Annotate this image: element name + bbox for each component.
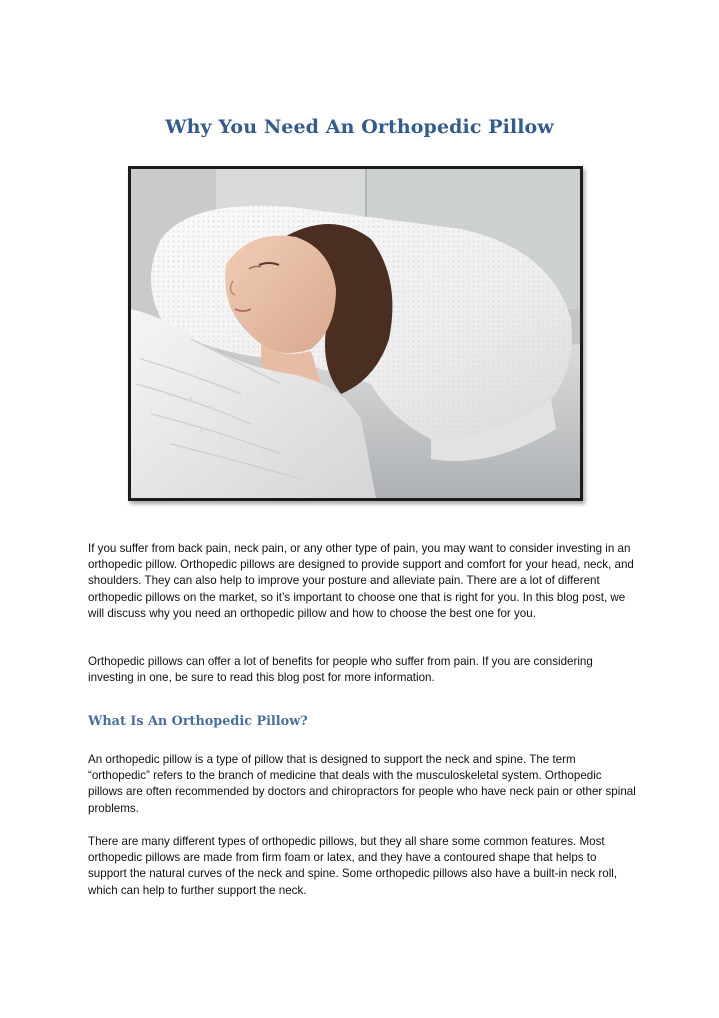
woman-sleeping-on-pillow-illustration [131,169,580,498]
section-paragraph-2: There are many different types of orthopedic pillows, but they all share some common features. Most orthopedic pillows are made from firm foam or latex, and they have a contoured shape that helps to support the natural curves of the neck and spine. Some orthopedic pillows also have a built-in neck roll, which can help to further support the neck. [88,835,618,897]
article-photo [128,166,583,501]
intro-paragraph-1: If you suffer from back pain, neck pain, or any other type of pain, you may want to consider investing in an orthopedic pillow. Orthopedic pillows are designed to provide support and comfort for your head, neck, and shoulders. They can also help to improve your posture and alleviate pain. There are a lot of different orthopedic pillows on the market, so it’s important to choose one that is right for you. In this blog post, we will discuss why you need an orthopedic pillow and how to choose the best one for you. [88,542,634,620]
page-title: Why You Need An Orthopedic Pillow [165,116,554,138]
section-heading: What Is An Orthopedic Pillow? [88,714,308,729]
section-paragraph-1: An orthopedic pillow is a type of pillow that is designed to support the neck and spine. The term “orthopedic” refers to the branch of medicine that deals with the musculoskeletal system. Orthopedic pillows are often recommended by doctors and chiropractors for people who have neck pain or other spinal problems. [88,753,636,815]
intro-paragraph-2: Orthopedic pillows can offer a lot of benefits for people who suffer from pain. If you are considering investing in one, be sure to read this blog post for more information. [88,655,593,685]
